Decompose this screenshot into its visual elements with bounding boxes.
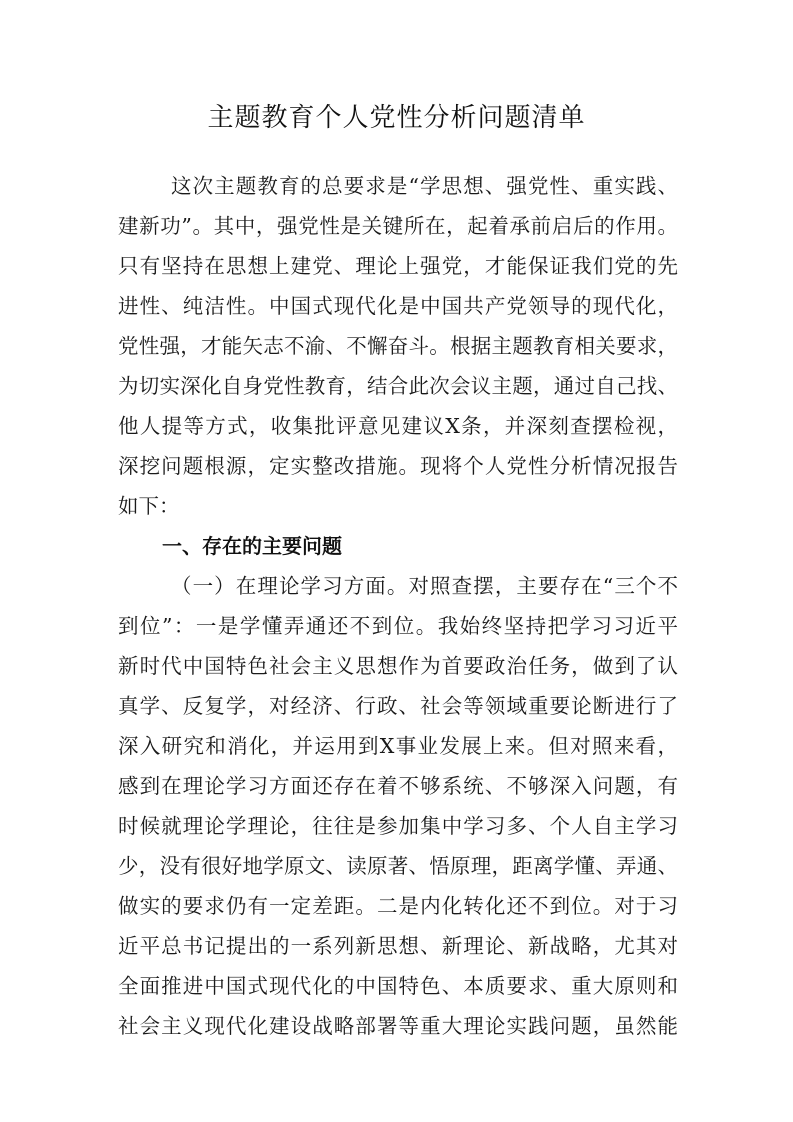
intro-line: 只有坚持在思想上建党、理论上强党，才能保证我们党的先 (118, 254, 678, 278)
intro-line: 党性强，才能矢志不渝、不懈奋斗。根据主题教育相关要求， (118, 334, 678, 358)
intro-line: 这次主题教育的总要求是“学思想、强党性、重实践、 (171, 174, 678, 198)
intro-line: 深挖问题根源，定实整改措施。现将个人党性分析情况报告 (118, 454, 678, 478)
section-line: 深入研究和消化，并运用到X事业发展上来。但对照来看， (118, 734, 678, 758)
intro-line: 他人提等方式，收集批评意见建议X条，并深刻查摆检视， (118, 414, 678, 438)
section-line: （一）在理论学习方面。对照查摆，主要存在“三个不 (171, 574, 678, 598)
section-line: 感到在理论学习方面还存在着不够系统、不够深入问题，有 (118, 774, 678, 798)
document-title: 主题教育个人党性分析问题清单 (207, 103, 586, 133)
section-line: 社会主义现代化建设战略部署等重大理论实践问题，虽然能 (118, 1014, 678, 1038)
section-line: 全面推进中国式现代化的中国特色、本质要求、重大原则和 (118, 974, 678, 998)
intro-line: 如下： (118, 494, 180, 518)
section-line: 时候就理论学理论，往往是参加集中学习多、个人自主学习 (118, 814, 678, 838)
intro-line: 为切实深化自身党性教育，结合此次会议主题，通过自己找、 (118, 374, 678, 398)
section-heading: 一、存在的主要问题 (162, 534, 342, 558)
section-line: 近平总书记提出的一系列新思想、新理论、新战略，尤其对 (118, 934, 678, 958)
intro-line: 建新功”。其中，强党性是关键所在，起着承前启后的作用。 (118, 214, 678, 238)
section-line: 少，没有很好地学原文、读原著、悟原理，距离学懂、弄通、 (118, 854, 678, 878)
section-line: 真学、反复学，对经济、行政、社会等领域重要论断进行了 (118, 694, 678, 718)
document-body (118, 166, 678, 1046)
section-line: 到位”：一是学懂弄通还不到位。我始终坚持把学习习近平 (118, 614, 678, 638)
intro-line: 进性、纯洁性。中国式现代化是中国共产党领导的现代化， (118, 294, 678, 318)
section-line: 做实的要求仍有一定差距。二是内化转化还不到位。对于习 (118, 894, 678, 918)
section-line: 新时代中国特色社会主义思想作为首要政治任务，做到了认 (118, 654, 678, 678)
